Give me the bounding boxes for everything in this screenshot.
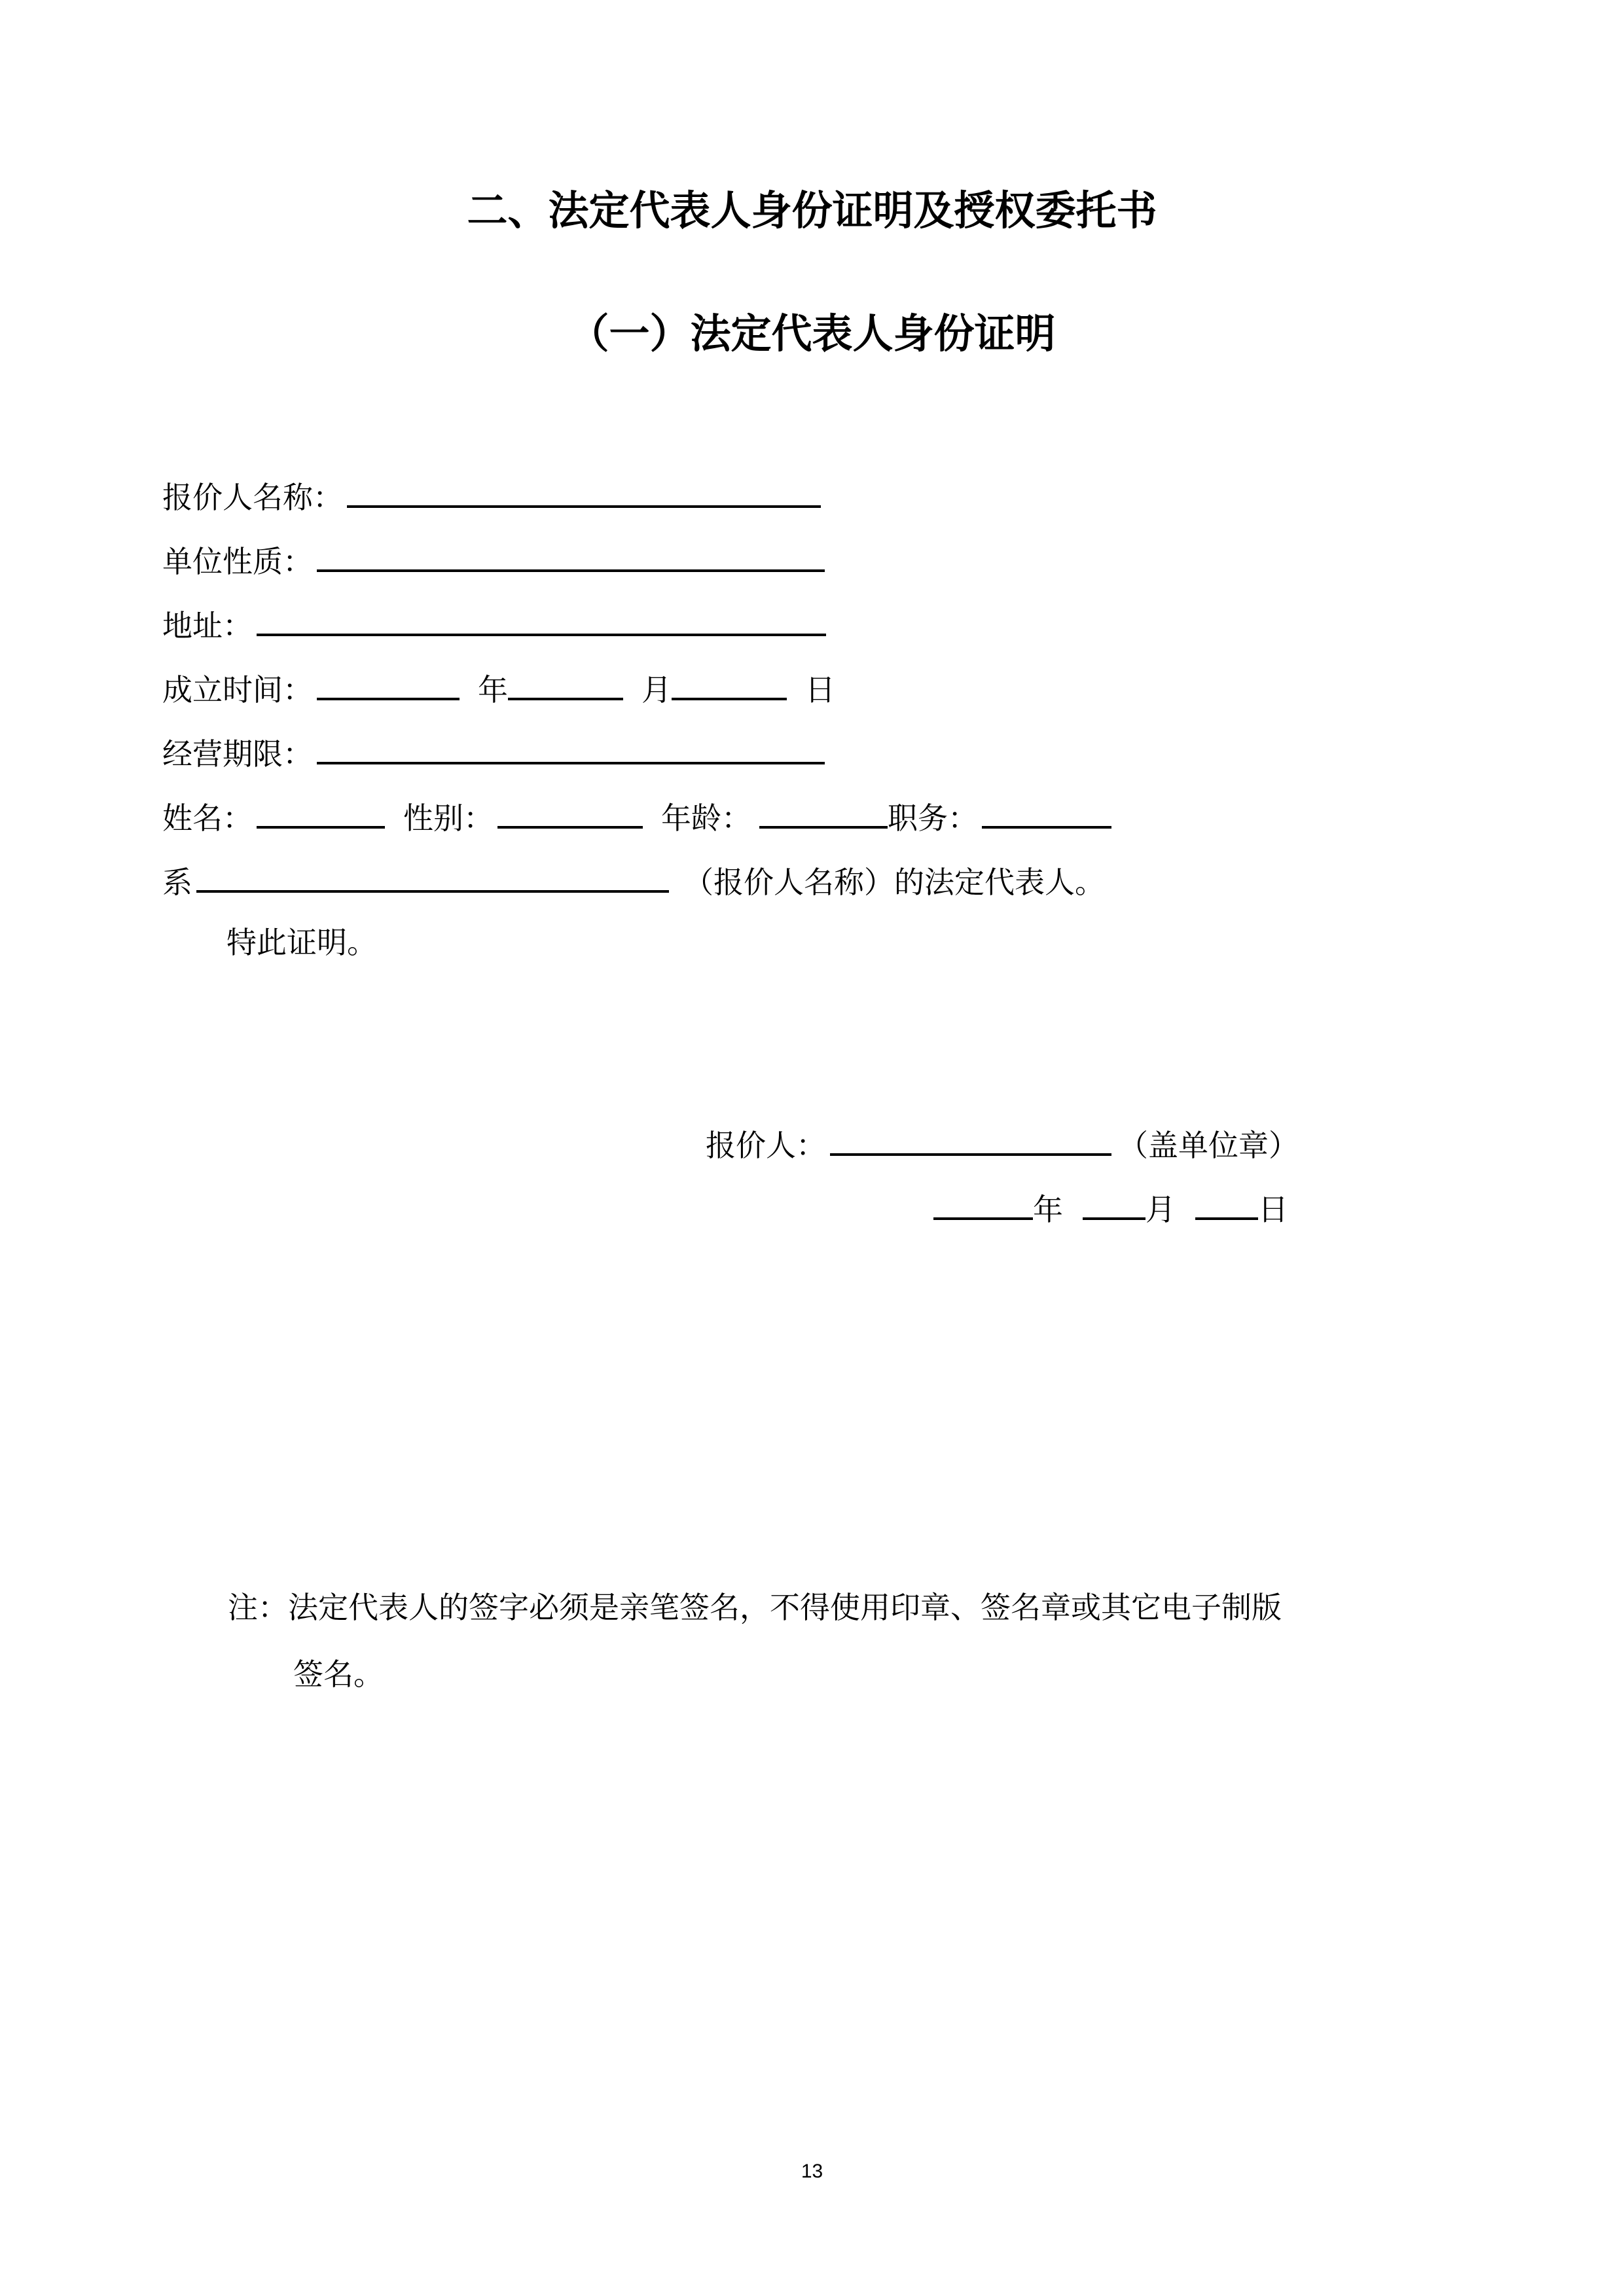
age-field[interactable] <box>759 795 888 829</box>
gender-label: 性别： <box>403 800 494 836</box>
sub-title: （一）法定代表人身份证明 <box>568 310 1056 357</box>
signature-row <box>706 1122 1299 1161</box>
position-field[interactable] <box>982 795 1111 829</box>
signature-day-label: 日 <box>1258 1192 1288 1227</box>
established-year-label: 年 <box>478 672 508 708</box>
established-day-field[interactable] <box>672 666 787 700</box>
signature-day-field[interactable] <box>1195 1186 1258 1220</box>
operation-period-label: 经营期限： <box>162 736 313 772</box>
established-year-field[interactable] <box>317 666 460 700</box>
note-line-1: 注：法定代表人的签字必须是亲笔签名，不得使用印章、签名章或其它电子制版 <box>228 1590 1282 1625</box>
name-field[interactable] <box>257 795 385 829</box>
signature-year-label: 年 <box>1033 1192 1063 1227</box>
note-line-2: 签名。 <box>293 1657 384 1692</box>
certify-row <box>226 923 377 962</box>
page-number: 13 <box>801 2161 823 2182</box>
unit-nature-field[interactable] <box>317 538 825 572</box>
address-field[interactable] <box>257 602 826 636</box>
signature-bidder-field[interactable] <box>830 1122 1111 1156</box>
is-label: 系 <box>162 865 192 900</box>
established-month-label: 月 <box>641 672 672 708</box>
address-label: 地址： <box>162 608 253 643</box>
main-title: 二、法定代表人身份证明及授权委托书 <box>467 187 1157 234</box>
age-label: 年龄： <box>661 800 751 836</box>
operation-period-row <box>162 730 825 770</box>
unit-nature-row <box>162 538 825 577</box>
established-day-label: 日 <box>805 672 835 708</box>
operation-period-field[interactable] <box>317 730 825 764</box>
established-label: 成立时间： <box>162 672 313 708</box>
bidder-name-field[interactable] <box>347 474 821 508</box>
legal-rep-row <box>162 859 1105 898</box>
established-month-field[interactable] <box>508 666 623 700</box>
personal-info-row <box>162 795 1111 834</box>
signature-bidder-label: 报价人： <box>706 1128 826 1163</box>
gender-field[interactable] <box>497 795 643 829</box>
legal-rep-suffix: （报价人名称）的法定代表人。 <box>683 865 1105 900</box>
position-label: 职务： <box>888 800 978 836</box>
unit-nature-label: 单位性质： <box>162 544 313 579</box>
established-row <box>162 666 835 706</box>
company-name-field[interactable] <box>196 859 669 893</box>
signature-month-field[interactable] <box>1083 1186 1146 1220</box>
name-label: 姓名： <box>162 800 253 836</box>
signature-month-label: 月 <box>1146 1192 1176 1227</box>
bidder-name-label: 报价人名称： <box>162 480 343 515</box>
signature-year-field[interactable] <box>933 1186 1033 1220</box>
bidder-name-row <box>162 474 821 513</box>
certify-text: 特此证明。 <box>226 925 377 960</box>
seal-text: （盖单位章） <box>1118 1128 1299 1163</box>
signature-date-row <box>933 1186 1288 1225</box>
address-row <box>162 602 826 641</box>
